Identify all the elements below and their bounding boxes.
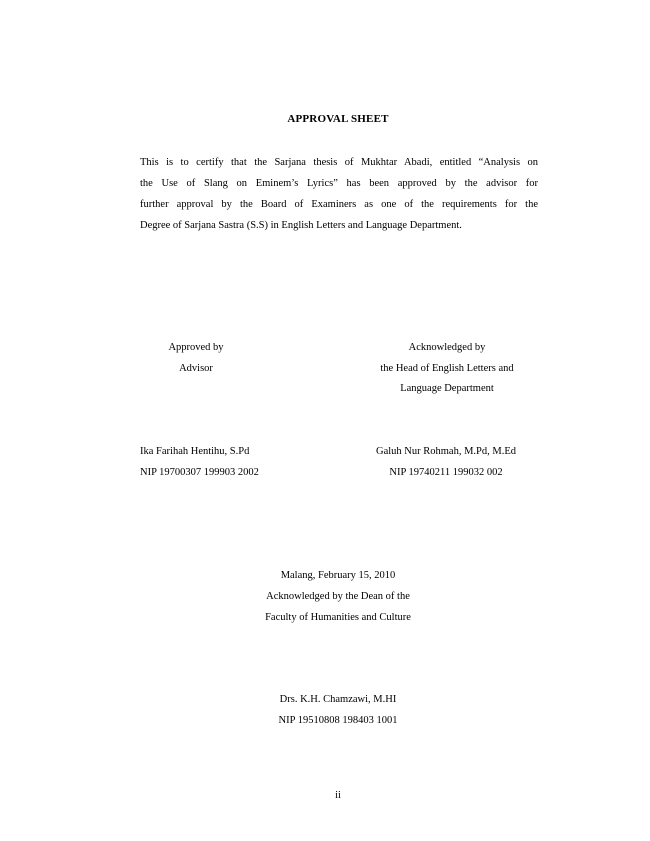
department-name-label: Language Department bbox=[400, 383, 494, 394]
paragraph-line: further approval by the Board of Examiners as one of the requirements for the bbox=[140, 199, 538, 210]
page-number: ii bbox=[335, 790, 341, 801]
advisor-name: Ika Farihah Hentihu, S.Pd bbox=[140, 446, 250, 457]
acknowledged-by-label: Acknowledged by bbox=[408, 342, 486, 353]
advisor-approval-heading bbox=[140, 338, 252, 379]
advisor-signature-block bbox=[140, 441, 259, 483]
dean-signature-block bbox=[13, 689, 650, 731]
paragraph-line: the Use of Slang on Eminem’s Lyrics” has been approved by the advisor for bbox=[140, 178, 538, 189]
advisor-label: Advisor bbox=[179, 362, 213, 374]
place-date: Malang, February 15, 2010 bbox=[280, 570, 396, 581]
head-name: Galuh Nur Rohmah, M.Pd, M.Ed bbox=[376, 446, 516, 457]
department-acknowledgement-heading bbox=[355, 338, 539, 400]
dean-label-line1: Acknowledged by the Dean of the bbox=[266, 591, 410, 602]
approved-by-label: Approved by bbox=[168, 342, 224, 353]
head-of-department-label: the Head of English Letters and bbox=[380, 362, 514, 374]
page-title: APPROVAL SHEET bbox=[287, 113, 389, 125]
paragraph-line: Degree of Sarjana Sastra (S.S) in English Letters and Language Department. bbox=[140, 220, 462, 231]
dean-acknowledgement-heading bbox=[13, 565, 650, 628]
dean-label-line2: Faculty of Humanities and Culture bbox=[265, 612, 411, 623]
head-nip: NIP 19740211 199032 002 bbox=[389, 467, 503, 478]
paragraph-line: This is to certify that the Sarjana thesis of Mukhtar Abadi, entitled “Analysis on bbox=[140, 157, 538, 168]
certification-paragraph bbox=[140, 152, 538, 236]
advisor-nip: NIP 19700307 199903 2002 bbox=[140, 467, 259, 478]
dean-nip: NIP 19510808 198403 1001 bbox=[278, 715, 398, 726]
dean-name: Drs. K.H. Chamzawi, M.HI bbox=[279, 694, 397, 705]
head-signature-block bbox=[346, 441, 546, 483]
